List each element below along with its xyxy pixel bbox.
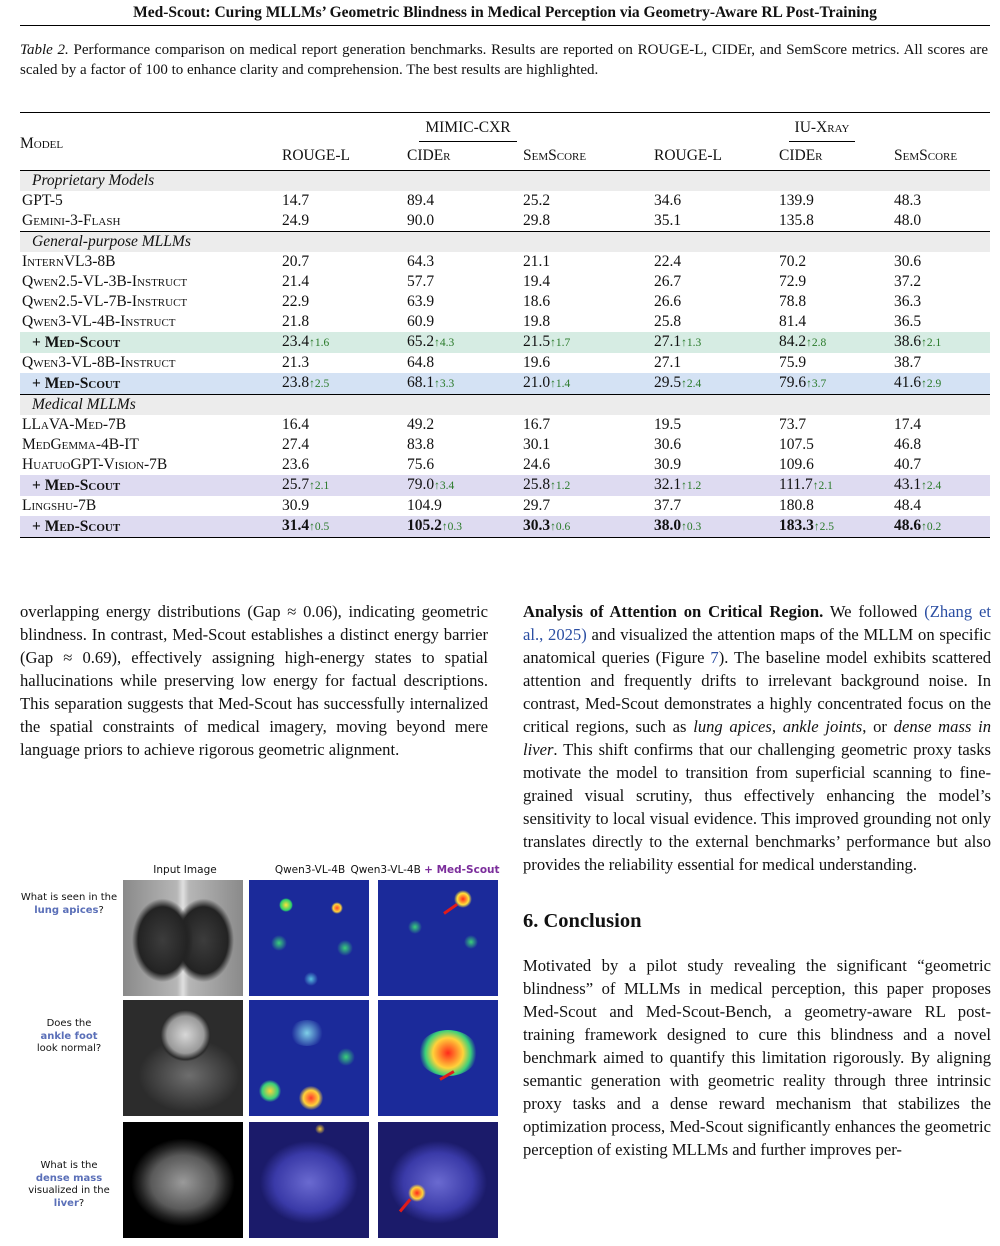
arrow-icon	[399, 1198, 412, 1212]
score-cell: 25.8↑1.2	[523, 475, 654, 496]
score-cell: 23.8↑2.5	[282, 373, 407, 395]
score-cell: 21.8	[282, 313, 310, 330]
model-name: + Med-Scout	[20, 373, 282, 395]
model-name: Lingshu-7B	[22, 497, 97, 514]
results-table	[20, 112, 990, 538]
score-cell: 37.7	[654, 497, 682, 514]
score-cell: 36.5	[894, 313, 922, 330]
table-caption	[20, 40, 988, 80]
figure-question-1: What is seen in the lung apices?	[20, 892, 118, 916]
delta-badge: ↑1.7	[550, 337, 571, 349]
score-cell: 104.9	[407, 497, 442, 514]
score-cell: 29.8	[523, 212, 551, 229]
score-cell: 23.6	[282, 456, 310, 473]
score-cell: 21.5↑1.7	[523, 332, 654, 353]
figure-question-2: Does the ankle foot look normal?	[36, 1018, 102, 1054]
model-name: GPT-5	[22, 192, 63, 209]
score-cell: 24.6	[523, 456, 551, 473]
score-cell: 24.9	[282, 212, 310, 229]
score-cell: 35.1	[654, 212, 682, 229]
table-row	[20, 292, 990, 312]
score-cell: 26.7	[654, 273, 682, 290]
score-cell: 109.6	[779, 456, 814, 473]
score-cell: 38.7	[894, 354, 922, 371]
delta-badge: ↑0.3	[441, 521, 462, 533]
group-header-iu: IU-Xray	[654, 113, 990, 143]
score-cell: 57.7	[407, 273, 435, 290]
score-cell: 64.8	[407, 354, 435, 371]
section-title: Proprietary Models	[20, 171, 990, 192]
model-header: Model	[20, 134, 64, 152]
score-cell: 18.6	[523, 293, 551, 310]
model-name: InternVL3-8B	[22, 253, 116, 270]
delta-badge: ↑2.4	[681, 378, 702, 390]
baseline-attention-map	[249, 1122, 369, 1238]
score-cell: 89.4	[407, 192, 435, 209]
table-row	[20, 435, 990, 455]
delta-badge: ↑1.3	[681, 337, 702, 349]
score-cell: 111.7↑2.1	[779, 475, 894, 496]
score-cell: 139.9	[779, 192, 814, 209]
input-image-ankle-xray	[123, 1000, 243, 1116]
delta-badge: ↑2.1	[812, 480, 833, 492]
table-row	[20, 312, 990, 332]
score-cell: 75.6	[407, 456, 435, 473]
results-table-wrapper	[20, 112, 990, 538]
table-row	[20, 516, 990, 538]
score-cell: 25.7↑2.1	[282, 475, 407, 496]
score-cell: 30.9	[282, 497, 310, 514]
score-cell: 84.2↑2.8	[779, 332, 894, 353]
score-cell: 25.8	[654, 313, 682, 330]
left-column-text	[20, 600, 488, 761]
delta-badge: ↑0.6	[550, 521, 571, 533]
score-cell: 16.4	[282, 416, 310, 433]
delta-badge: ↑0.3	[681, 521, 702, 533]
delta-badge: ↑2.5	[813, 521, 834, 533]
group-header-mimic: MIMIC-CXR	[282, 113, 654, 143]
score-cell: 30.9	[654, 456, 682, 473]
delta-badge: ↑1.2	[550, 480, 571, 492]
delta-badge: ↑3.3	[434, 378, 455, 390]
score-cell: 14.7	[282, 192, 310, 209]
figure-col-title: Input Image	[153, 864, 217, 876]
metric-header: SemScore	[523, 147, 587, 164]
metric-header: ROUGE-L	[282, 147, 351, 164]
model-name: + Med-Scout	[20, 475, 282, 496]
score-cell: 65.2↑4.3	[407, 332, 523, 353]
table-row	[20, 332, 990, 353]
score-cell: 46.8	[894, 436, 922, 453]
score-cell: 64.3	[407, 253, 435, 270]
score-cell: 30.6	[654, 436, 682, 453]
model-name: LLaVA-Med-7B	[22, 416, 127, 433]
score-cell: 22.9	[282, 293, 310, 310]
table-row	[20, 475, 990, 496]
score-cell: 68.1↑3.3	[407, 373, 523, 395]
delta-badge: ↑1.6	[309, 337, 330, 349]
baseline-attention-map	[249, 1000, 369, 1116]
score-cell: 180.8	[779, 497, 814, 514]
figure-question-3: What is the dense mass visualized in the liver?	[28, 1160, 110, 1209]
metric-header: SemScore	[894, 147, 958, 164]
table-row	[20, 496, 990, 516]
score-cell: 16.7	[523, 416, 551, 433]
score-cell: 73.7	[779, 416, 807, 433]
table-row	[20, 211, 990, 232]
score-cell: 41.6↑2.9	[894, 373, 990, 395]
model-name: Qwen3-VL-8B-Instruct	[22, 354, 176, 371]
score-cell: 30.3↑0.6	[523, 516, 654, 538]
score-cell: 19.5	[654, 416, 682, 433]
table-row	[20, 455, 990, 475]
score-cell: 48.6↑0.2	[894, 516, 990, 538]
score-cell: 60.9	[407, 313, 435, 330]
score-cell: 70.2	[779, 253, 807, 270]
model-name: Qwen3-VL-4B-Instruct	[22, 313, 176, 330]
score-cell: 78.8	[779, 293, 807, 310]
delta-badge: ↑2.8	[806, 337, 827, 349]
score-cell: 32.1↑1.2	[654, 475, 779, 496]
figure-col-title: Qwen3-VL-4B + Med-Scout	[350, 864, 500, 876]
score-cell: 38.6↑2.1	[894, 332, 990, 353]
score-cell: 30.1	[523, 436, 551, 453]
score-cell: 34.6	[654, 192, 682, 209]
input-image-abdomen-ct	[123, 1122, 243, 1238]
delta-badge: ↑2.9	[921, 378, 942, 390]
score-cell: 21.3	[282, 354, 310, 371]
score-cell: 19.6	[523, 354, 551, 371]
attention-figure	[20, 862, 500, 1242]
score-cell: 49.2	[407, 416, 435, 433]
delta-badge: ↑3.7	[806, 378, 827, 390]
model-name: Qwen2.5-VL-3B-Instruct	[22, 273, 188, 290]
score-cell: 17.4	[894, 416, 922, 433]
score-cell: 79.0↑3.4	[407, 475, 523, 496]
medscout-attention-map	[378, 1122, 498, 1238]
score-cell: 29.5↑2.4	[654, 373, 779, 395]
score-cell: 83.8	[407, 436, 435, 453]
delta-badge: ↑2.1	[921, 337, 942, 349]
section-header-row	[20, 171, 990, 192]
input-image-chest-xray	[123, 880, 243, 996]
metric-header: ROUGE-L	[654, 147, 723, 164]
delta-badge: ↑4.3	[434, 337, 455, 349]
score-cell: 21.1	[523, 253, 551, 270]
baseline-attention-map	[249, 880, 369, 996]
caption-text: Performance comparison on medical report generation benchmarks. Results are reported on ROUGE-L, CIDEr, and SemScore metrics. All scores are scaled by a factor of 100 to enhance clarity and comprehension. The best results are highlighted.	[20, 42, 989, 78]
score-cell: 105.2↑0.3	[407, 516, 523, 538]
table-row	[20, 353, 990, 373]
medscout-attention-map	[378, 880, 498, 996]
model-name: + Med-Scout	[20, 516, 282, 538]
score-cell: 48.3	[894, 192, 922, 209]
delta-badge: ↑0.5	[309, 521, 330, 533]
score-cell: 79.6↑3.7	[779, 373, 894, 395]
table-row	[20, 191, 990, 211]
score-cell: 37.2	[894, 273, 922, 290]
score-cell: 38.0↑0.3	[654, 516, 779, 538]
paragraph: overlapping energy distributions (Gap ≈ 0.06), indicating geometric blindness. In contrast, Med-Scout establishes a distinct energy barrier (Gap ≈ 0.69), effectively assigning high-energy states to spatial hallucinations while preserving low energy for factual descriptions. This separation suggests that Med-Scout has successfully internalized the spatial constraints of medical imagery, moving beyond mere language priors to achieve rigorous geometric alignment.	[20, 602, 488, 759]
score-cell: 48.4	[894, 497, 922, 514]
score-cell: 23.4↑1.6	[282, 332, 407, 353]
score-cell: 29.7	[523, 497, 551, 514]
section-header-row	[20, 395, 990, 416]
score-cell: 27.1↑1.3	[654, 332, 779, 353]
score-cell: 81.4	[779, 313, 807, 330]
section-header-row	[20, 232, 990, 253]
figure-ref-link[interactable]: 7	[710, 648, 719, 667]
analysis-title: Analysis of Attention on Critical Region.	[523, 602, 824, 621]
arrow-icon	[443, 903, 458, 915]
score-cell: 72.9	[779, 273, 807, 290]
running-head: Med-Scout: Curing MLLMs’ Geometric Blindness in Medical Perception via Geometry-Aware RL Post-Training	[20, 4, 990, 26]
score-cell: 63.9	[407, 293, 435, 310]
delta-badge: ↑2.5	[309, 378, 330, 390]
conclusion-paragraph: Motivated by a pilot study revealing the significant “geometric blindness” of MLLMs in medical perception, this paper proposes Med-Scout and Med-Scout-Bench, a geometry-aware RL post-training framework designed to cure this blindness and a novel benchmark aimed to quantify this limitation rigorously. By aligning semantic generation with geometric reality through three intrinsic proxy tasks and a dense reward mechanism that stabilizes the optimization process, Med-Scout significantly enhances the geometric perception of existing MLLMs and further improves per-	[523, 956, 991, 1159]
citation-link[interactable]: (Zhang et al., 2025)	[523, 602, 991, 644]
score-cell: 19.4	[523, 273, 551, 290]
table-row	[20, 272, 990, 292]
score-cell: 40.7	[894, 456, 922, 473]
section-title: Medical MLLMs	[20, 395, 990, 416]
caption-label: Table 2.	[20, 42, 69, 58]
figure-col-title: Qwen3-VL-4B	[274, 864, 346, 876]
score-cell: 19.8	[523, 313, 551, 330]
model-name: MedGemma-4B-IT	[22, 436, 139, 453]
score-cell: 21.4	[282, 273, 310, 290]
table-row	[20, 252, 990, 272]
section-title: General-purpose MLLMs	[20, 232, 990, 253]
delta-badge: ↑3.4	[434, 480, 455, 492]
delta-badge: ↑1.4	[550, 378, 571, 390]
metric-header: CIDEr	[779, 147, 823, 164]
score-cell: 107.5	[779, 436, 814, 453]
delta-badge: ↑1.2	[681, 480, 702, 492]
delta-badge: ↑2.1	[309, 480, 330, 492]
model-name: Qwen2.5-VL-7B-Instruct	[22, 293, 188, 310]
conclusion-heading: 6. Conclusion	[523, 910, 642, 932]
analysis-paragraph: Analysis of Attention on Critical Region. We followed (Zhang et al., 2025) and visualized the attention maps of the MLLM on specific anatomical queries (Figure 7). The baseline model exhibits scattered attention and frequently drifts to irrelevant background noise. In contrast, Med-Scout demonstrates a highly concentrated focus on the critical regions, such as lung apices, ankle joints, or dense mass in liver. This shift confirms that our challenging geometric proxy tasks motivate the model to transition from superficial scanning to fine-grained visual scrutiny, thus effectively enhancing the model’s sensitivity to local visual evidence. This improved grounding not only translates directly to the external benchmarks’ performance but also provides the reliability essential for medical understanding.	[523, 602, 992, 874]
table-body	[20, 171, 990, 538]
delta-badge: ↑0.2	[921, 521, 942, 533]
score-cell: 90.0	[407, 212, 435, 229]
score-cell: 27.4	[282, 436, 310, 453]
score-cell: 31.4↑0.5	[282, 516, 407, 538]
score-cell: 22.4	[654, 253, 682, 270]
score-cell: 20.7	[282, 253, 310, 270]
score-cell: 135.8	[779, 212, 814, 229]
table-row	[20, 415, 990, 435]
score-cell: 48.0	[894, 212, 922, 229]
score-cell: 183.3↑2.5	[779, 516, 894, 538]
score-cell: 43.1↑2.4	[894, 475, 990, 496]
table-row	[20, 373, 990, 395]
right-column-text	[523, 600, 991, 1161]
score-cell: 30.6	[894, 253, 922, 270]
model-name: Gemini-3-Flash	[22, 212, 121, 229]
model-name: HuatuoGPT-Vision-7B	[22, 456, 168, 473]
delta-badge: ↑2.4	[921, 480, 942, 492]
score-cell: 75.9	[779, 354, 807, 371]
medscout-attention-map	[378, 1000, 498, 1116]
model-name: + Med-Scout	[20, 332, 282, 353]
metric-header: CIDEr	[407, 147, 451, 164]
score-cell: 36.3	[894, 293, 922, 310]
score-cell: 25.2	[523, 192, 551, 209]
score-cell: 27.1	[654, 354, 682, 371]
score-cell: 21.0↑1.4	[523, 373, 654, 395]
score-cell: 26.6	[654, 293, 682, 310]
